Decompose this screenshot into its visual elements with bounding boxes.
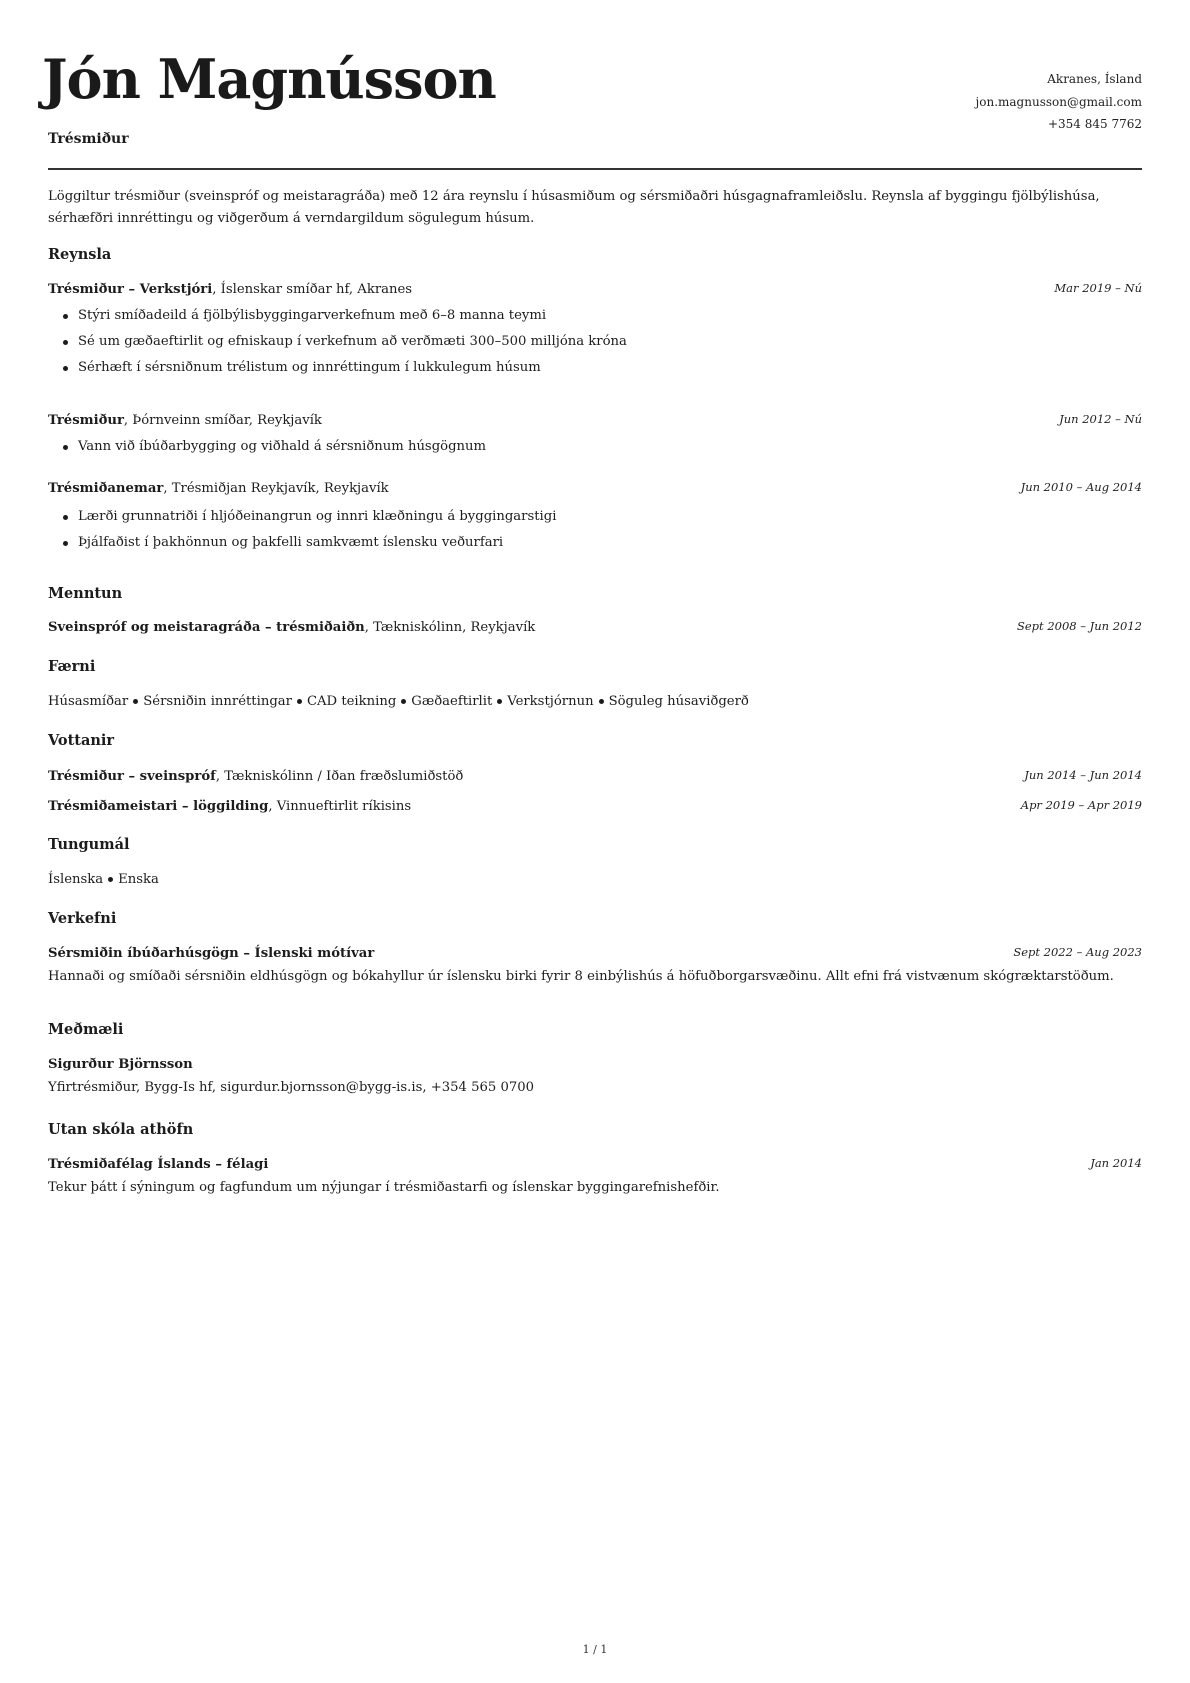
header-divider	[48, 168, 1142, 170]
section-heading-education: Menntun	[48, 585, 123, 602]
resume-header	[42, 0, 1142, 170]
education-entry	[48, 618, 1142, 638]
school: , Tækniskólinn, Reykjavík	[364, 620, 536, 635]
page-number: 1 / 1	[582, 1643, 608, 1656]
experience-entry	[48, 280, 1142, 381]
section-heading-languages: Tungumál	[48, 836, 130, 853]
project-description: Hannaði og smíðaði sérsniðin eldhúsgögn og bókahyllur úr íslensku birki fyrir 8 einbýlishús á höfuðborgarsvæðinu. Allt efni frá vistvænum skógræktarstöðum.	[48, 969, 1114, 984]
certification-entry	[48, 767, 1142, 787]
job-role: Trésmiðanemar	[48, 481, 164, 496]
job-org: , Trésmiðjan Reykjavík, Reykjavík	[163, 481, 389, 496]
bullet-separator	[133, 699, 138, 704]
skill: Húsasmíðar	[48, 694, 129, 709]
job-bullet: Vann við íbúðarbygging og viðhald á sérsniðnum húsgögnum	[48, 434, 1142, 460]
bullet-separator	[599, 699, 604, 704]
bullet-separator	[108, 877, 113, 882]
extracurricular-entry	[48, 1155, 1142, 1199]
contact-phone: +354 845 7762	[1047, 117, 1142, 131]
activity-description: Tekur þátt í sýningum og fagfundum um nýjungar í trésmiðastarfi og íslenskar byggingarefnishefðir.	[48, 1180, 720, 1195]
section-heading-experience: Reynsla	[48, 246, 112, 263]
contact-location: Akranes, Ísland	[1047, 72, 1142, 86]
section-heading-skills: Færni	[48, 658, 96, 675]
contact-email[interactable]: jon.magnusson@gmail.com	[975, 94, 1142, 109]
languages-list	[48, 870, 1142, 890]
certification-date: Apr 2019 – Apr 2019	[1020, 798, 1142, 812]
reference-entry	[48, 1055, 1142, 1099]
language: Enska	[118, 872, 159, 887]
bullet-separator	[497, 699, 502, 704]
bullet-separator	[401, 699, 406, 704]
job-role: Trésmiður – Verkstjóri	[48, 282, 213, 297]
skill: Söguleg húsaviðgerð	[608, 694, 749, 709]
certification-name: Trésmiður – sveinspróf	[48, 769, 216, 784]
job-date: Jun 2012 – Nú	[1059, 412, 1142, 426]
skill: Sérsniðin innréttingar	[143, 694, 292, 709]
skill: Verkstjórnun	[507, 694, 594, 709]
project-title: Sérsmiðin íbúðarhúsgögn – Íslenski mótívar	[48, 946, 375, 961]
skills-list	[48, 692, 1142, 712]
certification-name: Trésmiðameistari – löggilding	[48, 799, 269, 814]
skill: Gæðaeftirlit	[411, 694, 493, 709]
experience-entry	[48, 479, 1142, 556]
contact-block	[976, 68, 1142, 136]
certification-issuer: , Tækniskólinn / Iðan fræðslumiðstöð	[215, 769, 464, 784]
language: Íslenska	[48, 872, 104, 887]
degree: Sveinspróf og meistaragráða – trésmiðaiðn	[48, 620, 365, 635]
job-bullet: Stýri smíðadeild á fjölbýlisbyggingarverkefnum með 6–8 manna teymi	[48, 303, 1142, 329]
reference-details: Yfirtrésmiður, Bygg-Is hf, sigurdur.bjornsson@bygg-is.is, +354 565 0700	[48, 1080, 535, 1095]
experience-entry	[48, 411, 1142, 460]
job-bullet: Lærði grunnatriði í hljóðeinangrun og innri klæðningu á byggingarstigi	[48, 504, 1142, 530]
section-heading-projects: Verkefni	[48, 910, 117, 927]
candidate-title: Trésmiður	[48, 131, 129, 147]
project-entry	[48, 944, 1142, 988]
section-heading-extracurricular: Utan skóla athöfn	[48, 1121, 194, 1138]
certification-date: Jun 2014 – Jun 2014	[1024, 768, 1142, 782]
certification-issuer: , Vinnueftirlit ríkisins	[268, 799, 412, 814]
job-org: , Íslenskar smíðar hf, Akranes	[212, 282, 413, 297]
activity-title: Trésmiðafélag Íslands – félagi	[48, 1157, 269, 1172]
section-heading-references: Meðmæli	[48, 1021, 124, 1038]
certification-entry	[48, 797, 1142, 817]
skill: CAD teikning	[306, 694, 397, 709]
job-org: , Þórnveinn smíðar, Reykjavík	[123, 413, 322, 428]
reference-name: Sigurður Björnsson	[48, 1057, 193, 1072]
job-date: Jun 2010 – Aug 2014	[1020, 480, 1142, 494]
section-heading-certifications: Vottanir	[48, 732, 115, 749]
job-bullet: Sérhæft í sérsniðnum trélistum og innréttingum í lukkulegum húsum	[48, 355, 1142, 381]
resume-page	[42, 0, 1142, 1195]
job-bullet: Sé um gæðaeftirlit og efniskaup í verkefnum að verðmæti 300–500 milljóna króna	[48, 329, 1142, 355]
education-date: Sept 2008 – Jun 2012	[1017, 619, 1142, 633]
job-bullet: Þjálfaðist í þakhönnun og þakfelli samkvæmt íslensku veðurfari	[48, 530, 1142, 556]
bullet-separator	[297, 699, 302, 704]
candidate-name: Jón Magnússon	[42, 47, 496, 111]
activity-date: Jan 2014	[1090, 1156, 1142, 1170]
project-date: Sept 2022 – Aug 2023	[1013, 945, 1142, 959]
job-role: Trésmiður	[48, 413, 124, 428]
job-date: Mar 2019 – Nú	[1054, 281, 1142, 295]
summary-text: Löggiltur trésmiður (sveinspróf og meistaragráða) með 12 ára reynslu í húsasmiðum og sérsmiðaðri húsgagnaframleiðslu. Reynsla af byggingu fjölbýlishúsa, sérhæfðri innréttingu og viðgerðum á verndargildum sögulegum húsum.	[48, 189, 1100, 226]
